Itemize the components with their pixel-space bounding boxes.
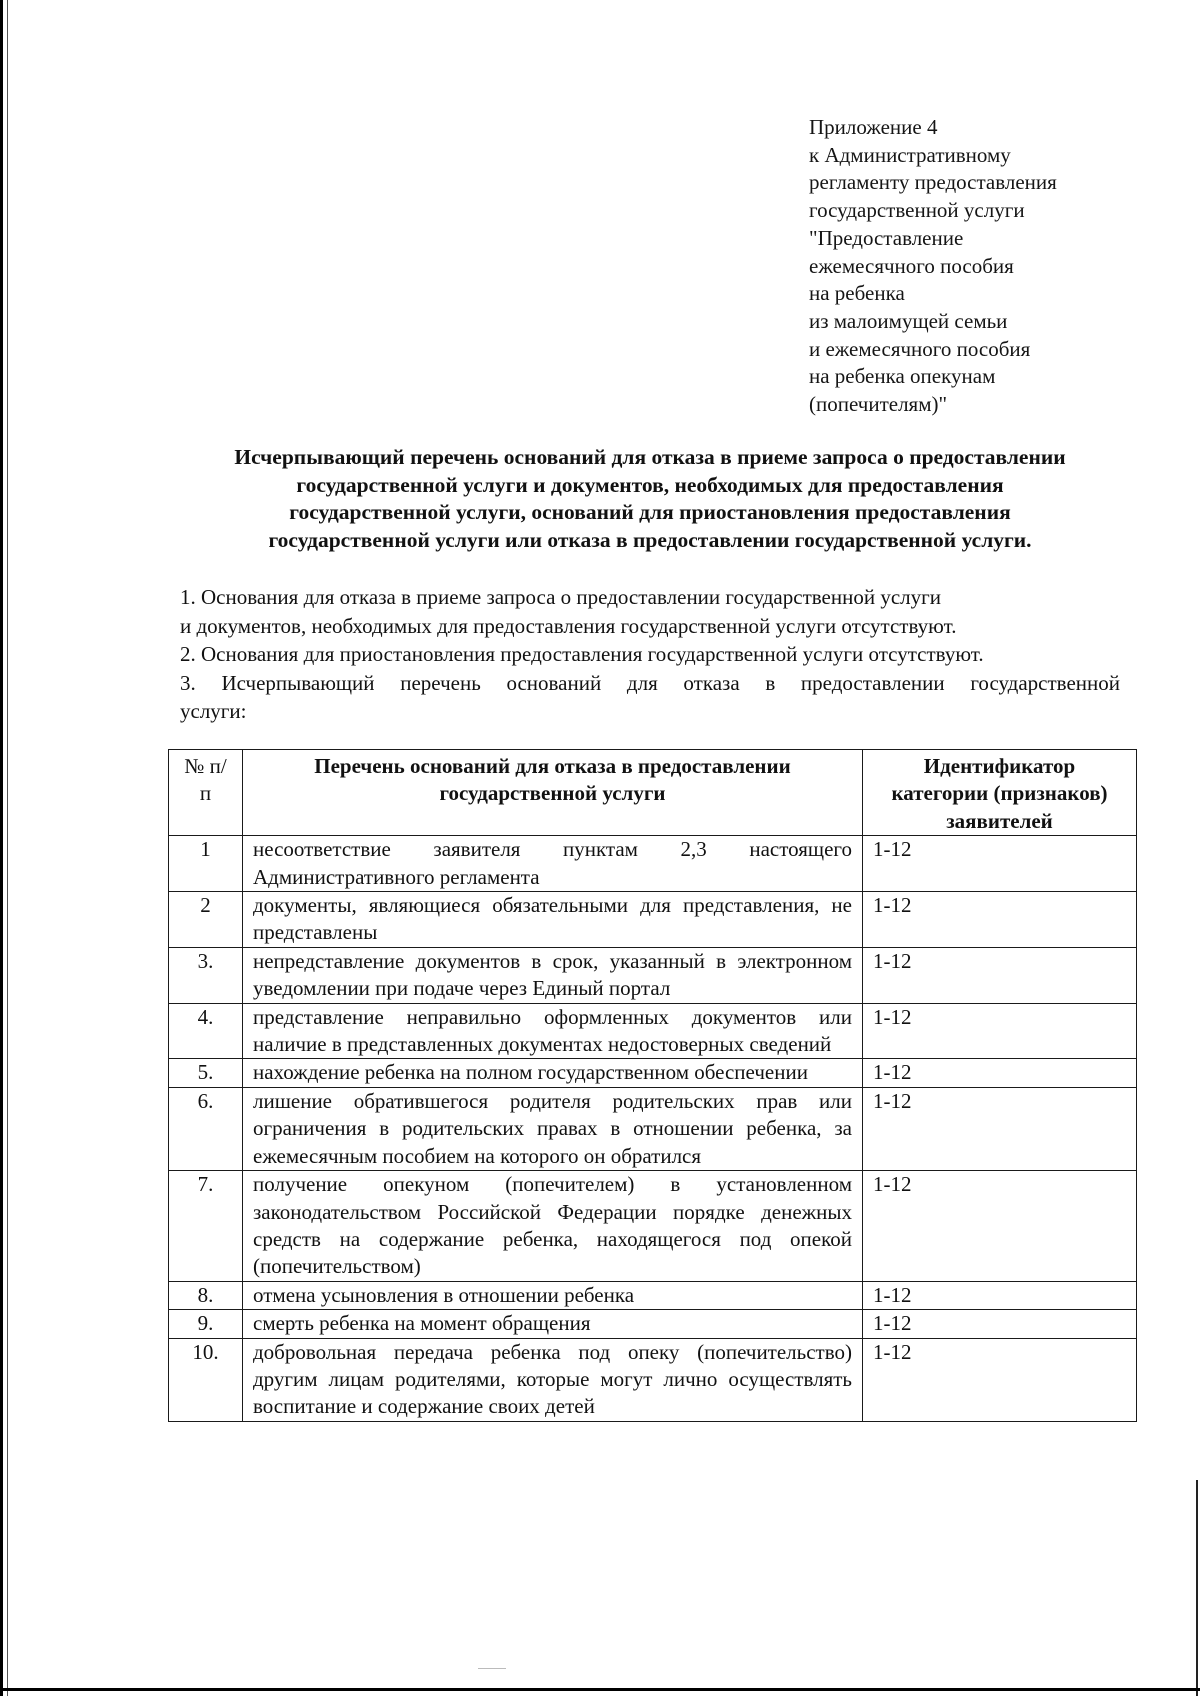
row-number: 9. [169,1310,243,1338]
row-reason: представление неправильно оформленных документов или наличие в представленных документах недостоверных сведений [243,1003,863,1059]
row-category: 1-12 [863,836,1137,892]
document-title [150,444,1150,554]
row-category: 1-12 [863,892,1137,948]
row-reason: нахождение ребенка на полном государственном обеспечении [243,1059,863,1087]
row-reason: непредставление документов в срок, указанный в электронном уведомлении при подаче через Единый портал [243,947,863,1003]
table-row [169,836,1137,892]
title-line: государственной услуги и документов, необходимых для предоставления [296,472,1004,497]
appendix-line: ежемесячного пособия [809,253,1014,278]
title-line: государственной услуги, оснований для приостановления предоставления [289,500,1011,524]
header-number: № п/п [169,750,243,836]
appendix-note [809,114,1057,419]
row-reason: документы, являющиеся обязательными для представления, не представлены [243,892,863,948]
row-number: 7. [169,1171,243,1282]
row-category: 1-12 [863,947,1137,1003]
scan-left-edge-inner [7,0,8,1696]
table-row [169,1003,1137,1059]
appendix-line: на ребенка [809,281,905,306]
paragraph-3-line-2: услуги: [180,699,247,723]
scan-right-edge [1196,1480,1198,1696]
appendix-line: из малоимущей семьи [809,308,1008,333]
row-reason: получение опекуном (попечителем) в установленном законодательством Российской Федерации порядке денежных средств на содержание ребенка, находящегося под опекой (попечительством) [243,1171,863,1282]
row-number: 2 [169,892,243,948]
row-reason: несоответствие заявителя пунктам 2,3 настоящего Административного регламента [243,836,863,892]
scan-bottom-edge [0,1688,1200,1691]
row-category: 1-12 [863,1059,1137,1087]
paragraph-2: 2. Основания для приостановления предоставления государственной услуги отсутствуют. [180,642,984,666]
refusal-grounds-table [168,749,1137,1422]
header-reason: Перечень оснований для отказа в предоставлении государственной услуги [243,750,863,836]
row-category: 1-12 [863,1087,1137,1170]
table-row [169,1281,1137,1309]
appendix-line: "Предоставление [809,225,964,250]
row-reason: лишение обратившегося родителя родительских прав или ограничения в родительских правах в отношении ребенка, за ежемесячным пособием на которого он обратился [243,1087,863,1170]
paragraph-1-line-1: 1. Основания для отказа в приеме запроса о предоставлении государственной услуги [180,585,941,609]
row-number: 3. [169,947,243,1003]
row-number: 5. [169,1059,243,1087]
appendix-line: на ребенка опекунам [809,364,996,389]
row-category: 1-12 [863,1310,1137,1338]
row-category: 1-12 [863,1171,1137,1282]
table-row [169,947,1137,1003]
row-category: 1-12 [863,1281,1137,1309]
paragraph-3-line-1: 3. Исчерпывающий перечень оснований для отказа в предоставлении государственной [180,670,1120,695]
paragraph-1-line-2: и документов, необходимых для предоставления государственной услуги отсутствуют. [180,613,957,638]
appendix-line: к Административному [809,142,1011,167]
row-category: 1-12 [863,1003,1137,1059]
table-header-row [169,750,1137,836]
table-row [169,1087,1137,1170]
table-row [169,1338,1137,1421]
row-number: 1 [169,836,243,892]
title-line: Исчерпывающий перечень оснований для отказа в приеме запроса о предоставлении [234,445,1066,469]
title-line: государственной услуги или отказа в предоставлении государственной услуги. [268,527,1032,552]
appendix-line: Приложение 4 [809,115,938,139]
row-number: 8. [169,1281,243,1309]
table-row [169,1059,1137,1087]
header-category: Идентификатор категории (признаков) заявителей [863,750,1137,836]
appendix-line: регламенту предоставления [809,170,1057,195]
row-reason: смерть ребенка на момент обращения [243,1310,863,1338]
scan-left-edge [0,0,3,1696]
row-number: 10. [169,1338,243,1421]
row-number: 6. [169,1087,243,1170]
appendix-line: и ежемесячного пособия [809,336,1031,361]
table-row [169,1310,1137,1338]
scan-speck [478,1668,506,1669]
table-row [169,892,1137,948]
body-paragraphs [180,583,1120,726]
appendix-line: (попечителям)" [809,392,948,417]
table-row [169,1171,1137,1282]
row-reason: отмена усыновления в отношении ребенка [243,1281,863,1309]
appendix-line: государственной услуги [809,198,1025,223]
row-number: 4. [169,1003,243,1059]
row-category: 1-12 [863,1338,1137,1421]
row-reason: добровольная передача ребенка под опеку (попечительство) другим лицам родителями, которые могут лично осуществлять воспитание и содержание своих детей [243,1338,863,1421]
